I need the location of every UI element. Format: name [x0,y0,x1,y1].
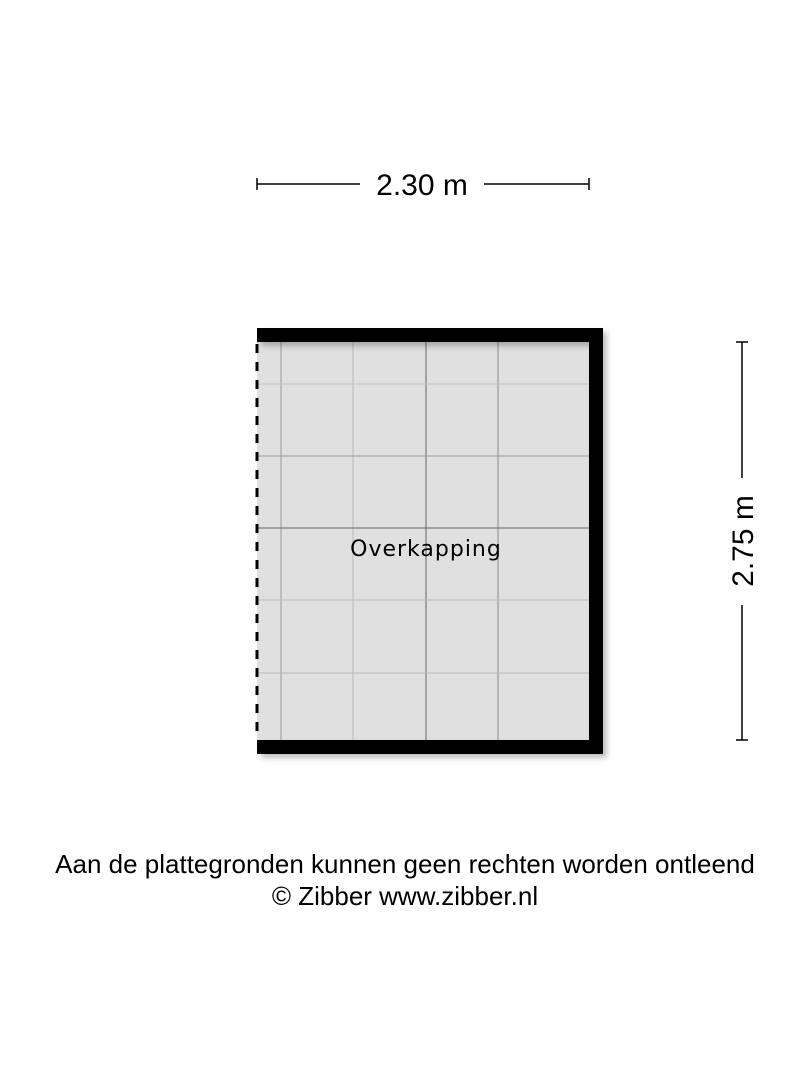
width-label: 2.30 m [376,169,468,202]
height-dimension [727,342,760,740]
bottom-wall [257,740,603,754]
right-wall [589,328,603,754]
disclaimer-text: Aan de plattegronden kunnen geen rechten worden ontleend [55,849,755,879]
room-label: Overkapping [350,537,502,562]
height-label: 2.75 m [727,495,760,587]
room-overkapping [257,328,603,754]
width-dimension [257,169,589,202]
credit-text: © Zibber www.zibber.nl [271,881,539,911]
top-wall [257,328,603,342]
